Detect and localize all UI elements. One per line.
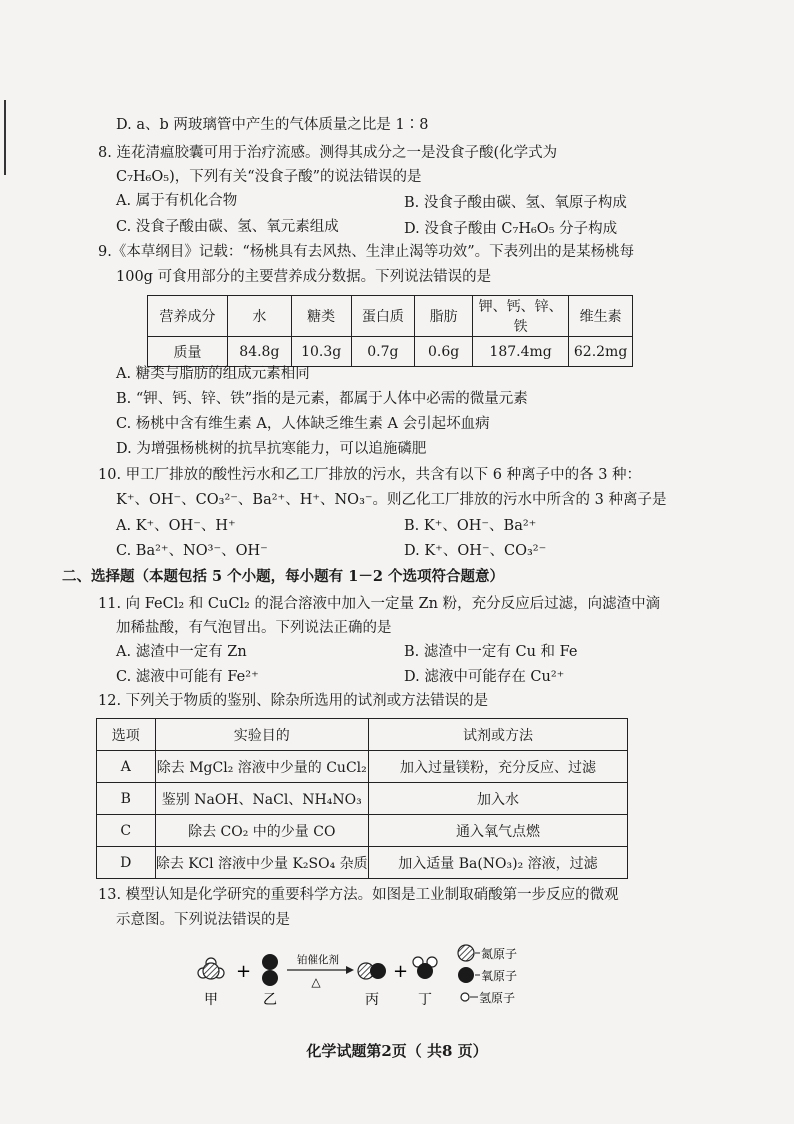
q8-option-d: D. 没食子酸由 C₇H₆O₅ 分子构成 <box>404 221 618 237</box>
reagent-cell: 通入氧气点燃 <box>368 815 627 847</box>
q11-option-a: A. 滤渣中一定有 Zn <box>116 644 247 660</box>
q8-option-b: B. 没食子酸由碳、氢、氧原子构成 <box>404 195 627 211</box>
legend-hydrogen: 氢原子 <box>479 991 516 1005</box>
label-jia: 甲 <box>204 992 218 1008</box>
question-11-stem-line1: 11. 向 FeCl₂ 和 CuCl₂ 的混合溶液中加入一定量 Zn 粉，充分反应后过滤，向滤渣中滴 <box>98 596 661 612</box>
catalyst-label: 铂催化剂 <box>297 954 339 966</box>
q9-option-a: A. 糖类与脂肪的组成元素相同 <box>116 366 310 382</box>
question-8-stem-line2: C₇H₆O₅)，下列有关“没食子酸”的说法错误的是 <box>116 169 422 185</box>
reagent-cell: 除去 MgCl₂ 溶液中少量的 CuCl₂ <box>155 751 368 783</box>
nutrition-cell: 质量 <box>148 337 228 367</box>
question-13-stem-line1: 13. 模型认知是化学研究的重要科学方法。如图是工业制取硝酸第一步反应的微观 <box>98 887 619 903</box>
molecule-yi <box>262 954 278 986</box>
reagent-table <box>96 718 628 879</box>
nutrition-header: 糖类 <box>291 296 351 337</box>
nutrition-header: 水 <box>227 296 291 337</box>
reagent-cell: 除去 CO₂ 中的少量 CO <box>155 815 368 847</box>
nutrition-cell: 0.7g <box>351 337 415 367</box>
nutrition-header: 营养成分 <box>148 296 228 337</box>
molecule-ding <box>413 957 437 979</box>
q9-option-d: D. 为增强杨桃树的抗旱抗寒能力，可以追施磷肥 <box>116 441 427 457</box>
section-2-heading: 二、选择题（本题包括 5 个小题，每小题有 1－2 个选项符合题意） <box>62 568 504 585</box>
reagent-header: 选项 <box>97 719 156 751</box>
reaction-diagram <box>0 940 794 1030</box>
question-13-stem-line2: 示意图。下列说法错误的是 <box>116 912 290 928</box>
nutrition-cell: 84.8g <box>227 337 291 367</box>
reagent-cell: A <box>97 751 156 783</box>
q8-option-c: C. 没食子酸由碳、氢、氧元素组成 <box>116 219 339 235</box>
binding-edge-mark <box>4 100 6 175</box>
molecule-bing <box>358 963 386 979</box>
q11-option-c: C. 滤液中可能有 Fe²⁺ <box>116 669 259 685</box>
reagent-cell: 加入水 <box>368 783 627 815</box>
reagent-cell: 加入过量镁粉，充分反应、过滤 <box>368 751 627 783</box>
reagent-header: 试剂或方法 <box>368 719 627 751</box>
reagent-header: 实验目的 <box>155 719 368 751</box>
nutrition-header: 蛋白质 <box>351 296 415 337</box>
q10-option-d: D. K⁺、OH⁻、CO₃²⁻ <box>404 543 547 559</box>
nutrition-cell: 62.2mg <box>569 337 633 367</box>
page-footer: 化学试题第2页（ 共8 页） <box>306 1042 488 1060</box>
q7-option-d: D. a、b 两玻璃管中产生的气体质量之比是 1∶8 <box>116 117 429 133</box>
q8-option-a: A. 属于有机化合物 <box>116 193 238 209</box>
nutrition-cell: 0.6g <box>415 337 473 367</box>
question-11-stem-line2: 加稀盐酸，有气泡冒出。下列说法正确的是 <box>116 620 392 636</box>
label-bing: 丙 <box>365 992 379 1008</box>
nutrition-header: 脂肪 <box>415 296 473 337</box>
nutrition-header: 维生素 <box>569 296 633 337</box>
question-10-stem-line1: 10. 甲工厂排放的酸性污水和乙工厂排放的污水，共含有以下 6 种离子中的各 3 种： <box>98 467 642 483</box>
q10-option-c: C. Ba²⁺、NO³⁻、OH⁻ <box>116 543 268 559</box>
question-9-stem-line1: 9.《本草纲目》记载：“杨桃具有去风热、生津止渴等功效”。下表列出的是某杨桃每 <box>98 244 635 260</box>
reaction-arrow <box>287 953 354 989</box>
plus-sign: + <box>236 961 252 982</box>
reagent-cell: C <box>97 815 156 847</box>
q10-option-b: B. K⁺、OH⁻、Ba²⁺ <box>404 518 537 534</box>
reagent-cell: B <box>97 783 156 815</box>
question-9-stem-line2: 100g 可食用部分的主要营养成分数据。下列说法错误的是 <box>116 269 492 285</box>
q10-option-a: A. K⁺、OH⁻、H⁺ <box>116 518 236 534</box>
reagent-cell: 加入适量 Ba(NO₃)₂ 溶液，过滤 <box>368 847 627 879</box>
reagent-cell: 除去 KCl 溶液中少量 K₂SO₄ 杂质 <box>155 847 368 879</box>
question-10-stem-line2: K⁺、OH⁻、CO₃²⁻、Ba²⁺、H⁺、NO₃⁻。则乙化工厂排放的污水中所含的 3 种离子是 <box>116 492 667 508</box>
question-8-stem-line1: 8. 连花清瘟胶囊可用于治疗流感。测得其成分之一是没食子酸(化学式为 <box>98 145 558 161</box>
molecule-jia <box>198 958 224 979</box>
nutrition-cell: 187.4mg <box>472 337 568 367</box>
q9-option-c: C. 杨桃中含有维生素 A，人体缺乏维生素 A 会引起坏血病 <box>116 416 490 432</box>
legend-nitrogen: 氮原子 <box>481 947 518 961</box>
q9-option-b: B. “钾、钙、锌、铁”指的是元素，都属于人体中必需的微量元素 <box>116 391 528 407</box>
q11-option-b: B. 滤渣中一定有 Cu 和 Fe <box>404 644 578 660</box>
label-ding: 丁 <box>418 992 432 1008</box>
reagent-cell: D <box>97 847 156 879</box>
nutrition-cell: 10.3g <box>291 337 351 367</box>
question-12-stem: 12. 下列关于物质的鉴别、除杂所选用的试剂或方法错误的是 <box>98 693 489 709</box>
nutrition-table <box>147 295 633 367</box>
reagent-cell: 鉴别 NaOH、NaCl、NH₄NO₃ <box>155 783 368 815</box>
q11-option-d: D. 滤液中可能存在 Cu²⁺ <box>404 669 565 685</box>
heat-symbol: △ <box>311 975 321 989</box>
diagram-legend <box>458 945 517 1005</box>
nutrition-header: 钾、钙、锌、铁 <box>472 296 568 337</box>
legend-oxygen: 氧原子 <box>481 969 518 983</box>
plus-sign: + <box>393 961 409 982</box>
label-yi: 乙 <box>263 992 277 1008</box>
